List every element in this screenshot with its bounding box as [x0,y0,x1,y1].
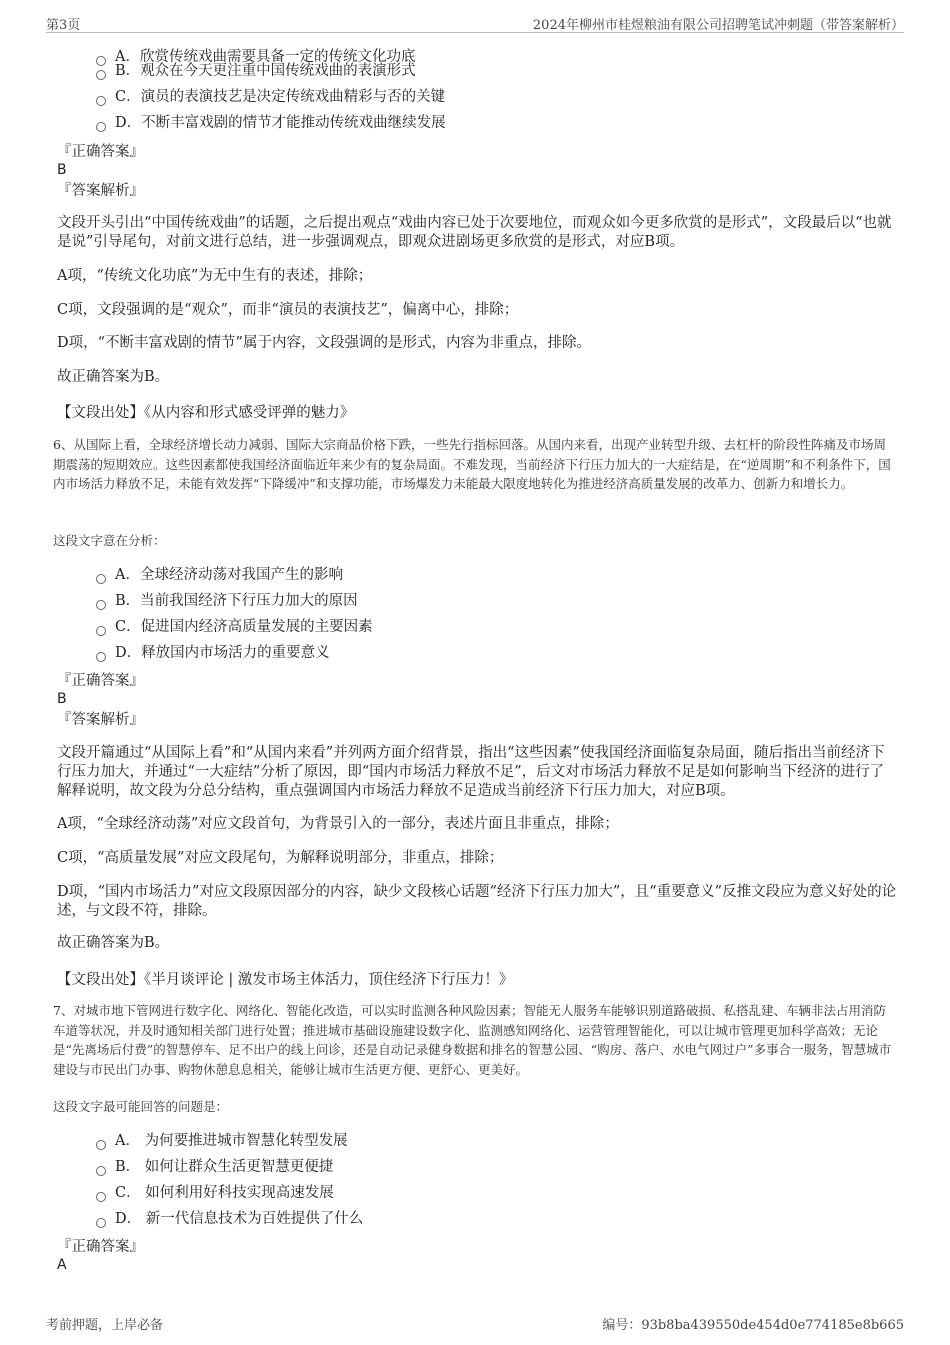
q5-analysis-summary: 文段开头引出“中国传统戏曲”的话题，之后提出观点“戏曲内容已处于次要地位，而观众如今更多欣赏的是形式”，文段最后以“也就是说”引导尾句，对前文进行总结，进一步强调观点，即观众进剧场更多欣赏的是形式，对应B项。 [57,215,892,250]
page-number: 第3页 [46,18,81,33]
q5-source: 【文段出处】《从内容和形式感受评弹的魅力》 [57,405,355,421]
q6-option-a[interactable]: A．全球经济动荡对我国产生的影响 [96,566,343,584]
q6-analysis-a: A项，“全球经济动荡”对应文段首句，为背景引入的一部分，表述片面且非重点，排除； [57,816,619,832]
q5-answer-label: 『正确答案』 [57,144,144,160]
footer-code: 编号：93b8ba439550de454d0e774185e8b665 [602,1318,904,1333]
q7-answer: A [57,1257,67,1273]
radio-icon[interactable] [96,70,106,80]
q7-option-d[interactable]: D． 新一代信息技术为百姓提供了什么 [96,1210,363,1228]
page-header [46,14,904,33]
footer-slogan: 考前押题，上岸必备 [46,1318,164,1333]
q7-option-a[interactable]: A． 为何要推进城市智慧化转型发展 [96,1132,348,1150]
q6-option-d[interactable]: D．释放国内市场活力的重要意义 [96,644,330,662]
q5-conclusion: 故正确答案为B。 [57,369,170,385]
q5-analysis-d: D项，“不断丰富戏剧的情节”属于内容，文段强调的是形式，内容为非重点，排除。 [57,335,591,351]
radio-icon[interactable] [96,574,106,584]
q6-analysis-label: 『答案解析』 [57,712,144,728]
q6-source: 【文段出处】《半月谈评论 | 激发市场主体活力，顶住经济下行压力！》 [57,972,514,988]
q5-analysis-label: 『答案解析』 [57,183,144,199]
q6-analysis-d: D项，“国内市场活力”对应文段原因部分的内容，缺少文段核心话题“经济下行压力加大”，且“重要意义”反推文段应为意义好处的论述，与文段不符，排除。 [57,884,897,919]
radio-icon[interactable] [96,600,106,610]
q7-option-c[interactable]: C． 如何利用好科技实现高速发展 [96,1184,334,1202]
radio-icon[interactable] [96,1192,106,1202]
q5-option-b[interactable]: B．观众在今天更注重中国传统戏曲的表演形式 [96,62,416,80]
q7-option-b[interactable]: B． 如何让群众生活更智慧更便捷 [96,1158,333,1176]
radio-icon[interactable] [96,1218,106,1228]
q6-stem: 6、从国际上看，全球经济增长动力减弱、国际大宗商品价格下跌，一些先行指标回落。从国内来看，出现产业转型升级、去杠杆的阶段性阵痛及市场周期震荡的短期效应。这些因素都使我国经济面临近年来少有的复杂局面。不难发现，当前经济下行压力加大的一大症结是，在“逆周期”和不利条件下，国内市场活力释放不足，未能有效发挥“下降缓冲”和支撑功能，市场爆发力未能最大限度地转化为推进经济高质量发展的改革力、创新力和增长力。 [53,437,891,491]
q7-answer-label: 『正确答案』 [57,1239,144,1255]
q6-answer: B [57,691,67,707]
radio-icon[interactable] [96,96,106,106]
radio-icon[interactable] [96,1166,106,1176]
q6-option-b[interactable]: B．当前我国经济下行压力加大的原因 [96,592,358,610]
q6-prompt: 这段文字意在分析： [53,533,166,548]
q6-analysis-summary: 文段开篇通过“从国际上看”和“从国内来看”并列两方面介绍背景，指出“这些因素”使我国经济面临复杂局面，随后指出当前经济下行压力加大，并通过“一大症结”分析了原因，即“国内市场活力释放不足”，后文对市场活力释放不足是如何影响当下经济的进行了解释说明，故文段为分总分结构，重点强调国内市场活力释放不足造成当前经济下行压力加大，对应B项。 [57,745,885,799]
q6-conclusion: 故正确答案为B。 [57,935,170,951]
q5-answer: B [57,162,67,178]
q7-stem: 7、对城市地下管网进行数字化、网络化、智能化改造，可以实时监测各种风险因素；智能无人服务车能够识别道路破损、私搭乱建、车辆非法占用消防车道等状况，并及时通知相关部门进行处置；推进城市基础设施建设数字化、监测感知网络化、运营管理智能化，可以让城市管理更加科学高效；无论是“先离场后付费”的智慧停车、足不出户的线上问诊，还是自动记录健身数据和排名的智慧公园、“购房、落户、水电气网过户”多事合一服务，智慧城市建设与市民出门办事、购物休憩息息相关，能够让城市生活更方便、更舒心、更美好。 [53,1003,892,1077]
q5-analysis-c: C项，文段强调的是“观众”，而非“演员的表演技艺”，偏离中心，排除； [57,302,519,318]
q5-option-c[interactable]: C．演员的表演技艺是决定传统戏曲精彩与否的关键 [96,88,445,106]
radio-icon[interactable] [96,1140,106,1150]
q5-option-d[interactable]: D．不断丰富戏剧的情节才能推动传统戏曲继续发展 [96,114,446,132]
radio-icon[interactable] [96,626,106,636]
q6-analysis-c: C项，“高质量发展”对应文段尾句，为解释说明部分，非重点，排除； [57,850,504,866]
q7-prompt: 这段文字最可能回答的问题是： [53,1099,229,1114]
q5-option-a[interactable]: A．欣赏传统戏曲需要具备一定的传统文化功底 [96,48,415,66]
q6-answer-label: 『正确答案』 [57,673,144,689]
q5-analysis-a: A项，“传统文化功底”为无中生有的表述，排除； [57,268,373,284]
document-title: 2024年柳州市桂煜粮油有限公司招聘笔试冲刺题（带答案解析） [532,18,904,33]
page-footer [46,1314,904,1332]
q6-option-c[interactable]: C．促进国内经济高质量发展的主要因素 [96,618,373,636]
radio-icon[interactable] [96,122,106,132]
radio-icon[interactable] [96,652,106,662]
